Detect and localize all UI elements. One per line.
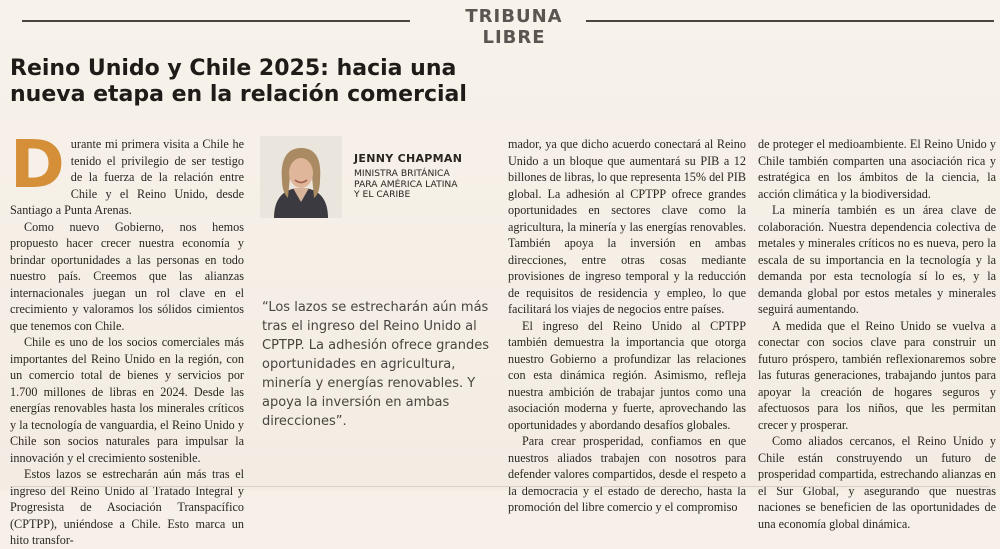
paragraph: A medida que el Reino Unido se vuelva a conectar con socios clave para construir un futuro próspero, también reflexionaremos sobre las futuras generaciones, trabajando juntos para apoyar la creación de hogares seguros y afectuosos para los niños, que les permitan crecer y prosperar. [758,318,996,432]
paragraph: El ingreso del Reino Unido al CPTPP también demuestra la importancia que otorga nuestro Gobierno a profundizar las relaciones con esta dinámica región. Asimismo, refleja nuestra ambición de trabajar juntos como una asociación moderna y fuerte, aprovechando las oportunidades y abordando desafíos globales. [508,318,746,432]
paragraph-text: urante mi primera visita a Chile he tenido el privilegio de ser testigo de la fuerza de la relación entre Chile y el Reino Unido, desde Santiago a Punta Arenas. [10,137,244,217]
drop-cap: D [10,126,65,203]
column-4 [758,136,996,532]
section-label: TRIBUNA LIBRE [465,6,563,48]
paragraph: Para crear prosperidad, confiamos en que nuestros aliados trabajen con nosotros para defender valores compartidos, desde el respeto a la democracia y el estado de derecho, hasta la promoción del libre comercio y el compromiso [508,434,746,514]
paragraph: Como aliados cercanos, el Reino Unido y Chile están construyendo un futuro de prosperidad compartida, estrechando alianzas en el Sur Global, y asegurando que nuestras naciones se beneficien de las oportunidades de una economía global dinámica. [758,434,996,531]
author-portrait [260,136,342,218]
paragraph: Como nuevo Gobierno, nos hemos propuesto hacer crecer nuestra economía y brindar oportunidades a las personas en todo nuestro país. Creemos que las alianzas internacionales juegan un rol clave en el crecimiento y valoramos los sólidos cimientos que tenemos con Chile. [10,219,244,333]
column-3 [508,136,746,516]
paragraph: de proteger el medioambiente. El Reino Unido y Chile también comparten una asociación rica y estratégica en los ámbitos de la ciencia, la acción climática y la biodiversidad. [758,137,996,201]
author-block [258,136,498,220]
section-header [0,6,1000,48]
author-name: JENNY CHAPMAN [354,152,463,165]
paragraph [10,126,244,219]
author-role: MINISTRA BRITÁNICA PARA AMÉRICA LATINA Y EL CARIBE [354,168,458,200]
pull-quote: “Los lazos se estrecharán aún más tras el ingreso del Reino Unido al CPTPP. La adhesión ofrece grandes oportunidades en agricultura, minería y energías renovables. Y apoya la inversión en ambas direcciones”. [262,300,489,429]
paragraph: mador, ya que dicho acuerdo conectará al Reino Unido a un bloque que aumentará su PIB a 12 billones de libras, lo que representa 15% del PIB global. La adhesión al CPTPP ofrece grandes oportunidades en sectores clave como la agricultura, la minería y las energías renovables. También apoya la inversión en ambas direcciones, entre otras cosas mediante provisiones de ingreso temporal y la reducción de requisitos de residencia y empleo, lo que facilitará los viajes de negocios entre países. [508,137,746,316]
paragraph: Estos lazos se estrecharán aún más tras el ingreso del Reino Unido al Tratado Integral y Progresista de Asociación Transpacífico (CPTPP), uniéndose a Chile. Esto marca un hito transfor- [10,467,244,547]
header-rule-left [22,20,410,22]
headline [10,56,480,108]
header-rule-right [586,20,994,22]
headline-line-2: nueva etapa en la relación comercial [10,82,467,107]
paragraph: La minería también es un área clave de colaboración. Nuestra dependencia colectiva de metales y minerales críticos no es nueva, pero la escala de su importancia en la tecnología y la demanda por esta tecnología sí lo es, y la demanda global por estos metales y minerales seguirá aumentando. [758,203,996,316]
bottom-rule [10,486,990,487]
paragraph: Chile es uno de los socios comerciales más importantes del Reino Unido en la región, con un comercio total de bienes y servicios por 1.700 millones de libras en 2024. Desde las energías renovables hasta los minerales críticos y la tecnología de vanguardia, el Reino Unido y Chile son socios naturales para impulsar la innovación y el crecimiento sostenible. [10,335,244,465]
headline-line-1: Reino Unido y Chile 2025: hacia una [10,56,457,81]
